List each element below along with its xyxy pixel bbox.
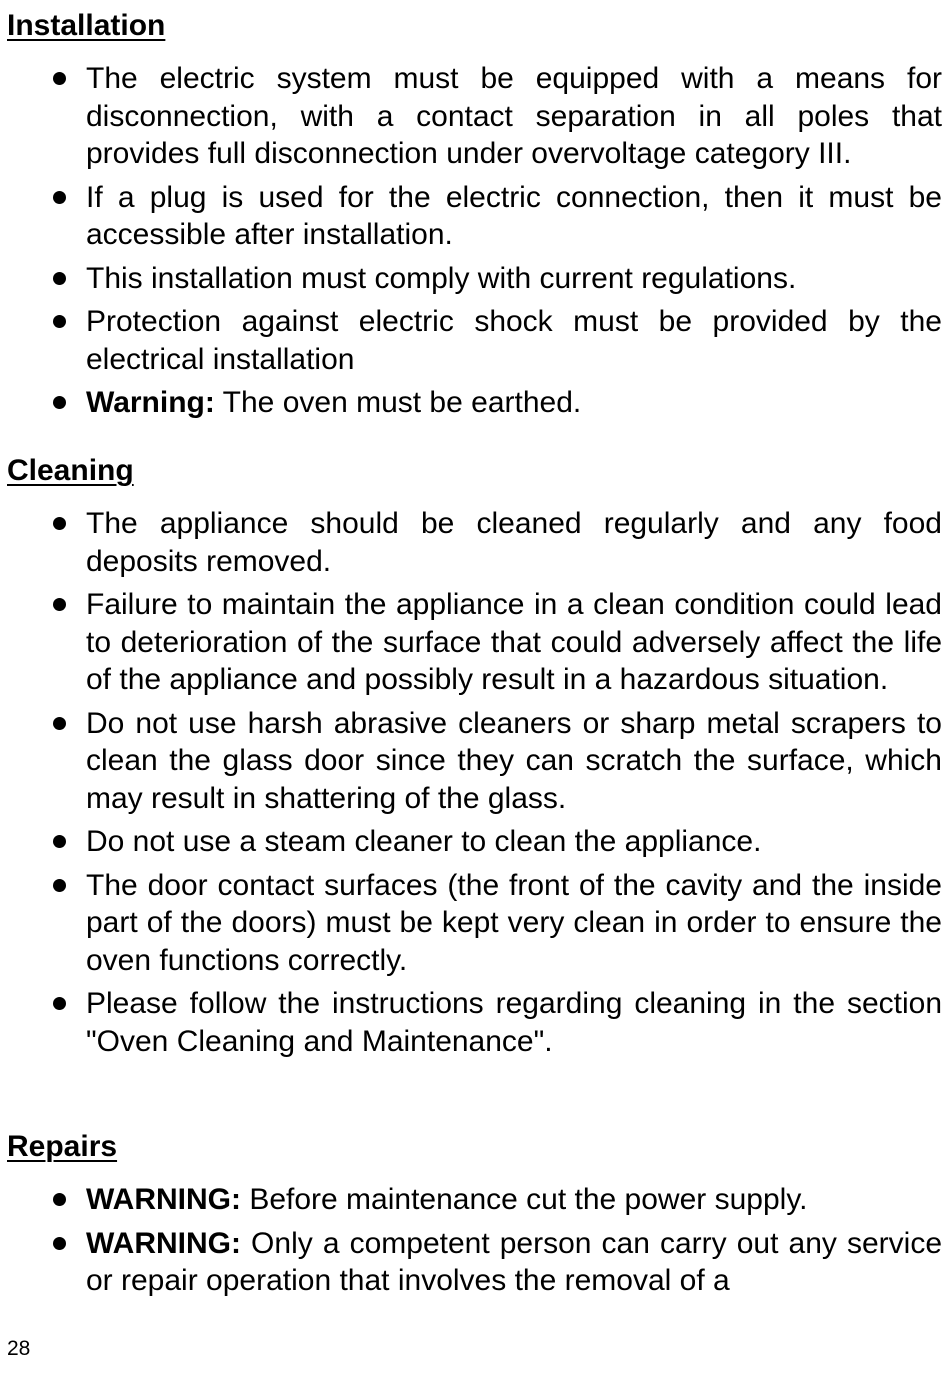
bullet-text: The oven must be earthed. (214, 386, 582, 419)
bullet-icon (53, 191, 66, 204)
bullet-icon (53, 879, 66, 892)
list-item (0, 384, 950, 422)
bullet-emphasis: WARNING: (86, 1183, 241, 1216)
bullet-icon (53, 72, 66, 85)
bullet-icon (53, 272, 66, 285)
list-item (0, 260, 950, 298)
list-item (0, 505, 950, 580)
bullet-icon (53, 835, 66, 848)
bullet-icon (53, 717, 66, 730)
list-item (0, 60, 950, 173)
repairs-list (0, 1181, 950, 1306)
bullet-icon (53, 1237, 66, 1250)
bullet-text: Only a competent person can carry out any service or repair operation that involves the removal of a (86, 1226, 942, 1297)
bullet-text: Please follow the instructions regarding cleaning in the section "Oven Cleaning and Maintenance". (86, 987, 942, 1058)
cleaning-list (0, 505, 950, 1066)
bullet-icon (53, 1193, 66, 1206)
bullet-text: Protection against electric shock must be provided by the electrical installation (86, 305, 942, 376)
list-item (0, 985, 950, 1060)
bullet-icon (53, 598, 66, 611)
list-item (0, 303, 950, 378)
bullet-icon (53, 396, 66, 409)
bullet-icon (53, 517, 66, 530)
bullet-text: If a plug is used for the electric connection, then it must be accessible after installation. (86, 180, 942, 251)
page-number: 28 (7, 1337, 31, 1360)
bullet-icon (53, 315, 66, 328)
bullet-emphasis: WARNING: (86, 1226, 241, 1260)
list-item (0, 1181, 950, 1219)
bullet-text: The appliance should be cleaned regularly and any food deposits removed. (86, 507, 942, 578)
bullet-text: The electric system must be equipped with a means for disconnection, with a contact separation in all poles that provides full disconnection under overvoltage category III. (86, 62, 942, 170)
bullet-text: The door contact surfaces (the front of the cavity and the inside part of the doors) must be kept very clean in order to ensure the oven functions correctly. (86, 868, 942, 977)
installation-heading: Installation (7, 9, 166, 42)
list-item (0, 823, 950, 861)
bullet-text: Failure to maintain the appliance in a clean condition could lead to deterioration of the surface that could adversely affect the life of the appliance and possibly result in a hazardous situation. (86, 588, 942, 696)
bullet-text: This installation must comply with current regulations. (86, 261, 797, 295)
bullet-text: Do not use a steam cleaner to clean the appliance. (86, 825, 762, 858)
repairs-heading: Repairs (7, 1130, 118, 1163)
list-item (0, 179, 950, 254)
list-item (0, 1225, 950, 1300)
list-item (0, 705, 950, 818)
bullet-text: Before maintenance cut the power supply. (240, 1183, 808, 1216)
bullet-text: Do not use harsh abrasive cleaners or sharp metal scrapers to clean the glass door since they can scratch the surface, which may result in shattering of the glass. (86, 706, 942, 815)
bullet-icon (53, 997, 66, 1010)
installation-list (0, 60, 950, 428)
list-item (0, 867, 950, 980)
cleaning-heading: Cleaning (7, 454, 134, 487)
bullet-emphasis: Warning: (86, 386, 215, 419)
list-item (0, 586, 950, 699)
